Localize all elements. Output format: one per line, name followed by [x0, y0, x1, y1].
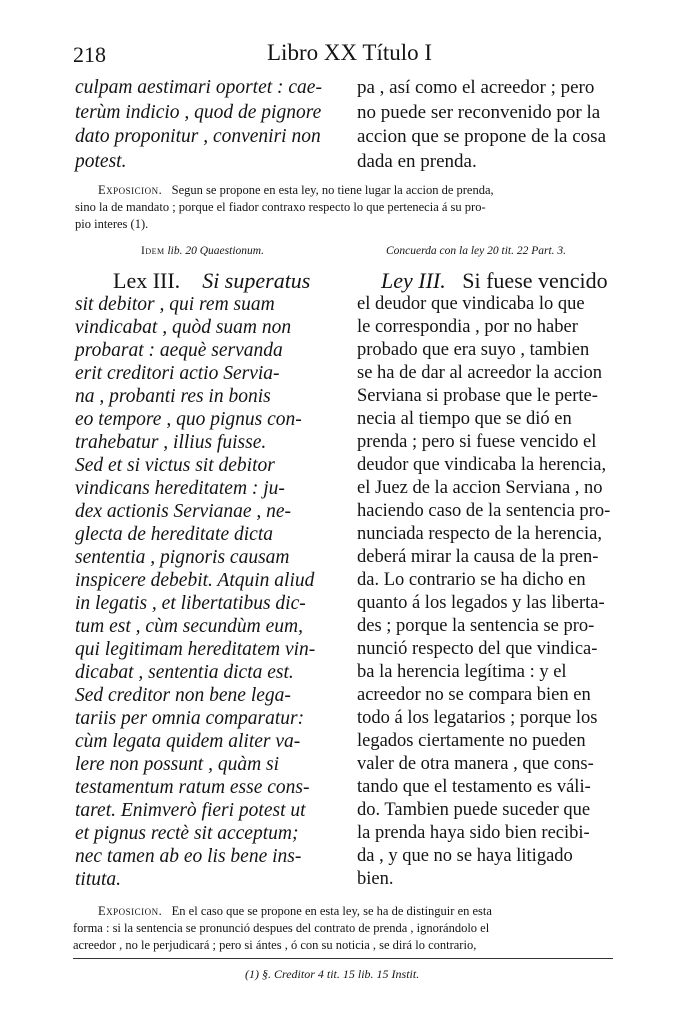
text-line: terùm indicio , quod de pignore	[75, 101, 322, 123]
ley-number: Ley III.	[381, 268, 446, 293]
text-line: vindicans hereditatem : ju-	[75, 478, 285, 499]
concordance-attribution: Concuerda con la ley 20 tit. 22 Part. 3.	[386, 245, 567, 257]
text-line: nec tamen ab eo lis bene ins-	[75, 846, 302, 867]
text-line: da. Lo contrario se ha dicho en	[357, 570, 586, 590]
text-line: prenda ; pero si fuese vencido el	[357, 432, 597, 452]
text-line: nunciada respecto de la herencia,	[357, 524, 602, 544]
exposicion-text: En el caso que se propone en esta ley, se ha de distinguir en esta	[171, 904, 492, 918]
attribution-source: lib. 20 Quaestionum.	[167, 245, 264, 257]
exposicion-line: forma : si la sentencia se pronunció despues del contrato de prenda , ignorándolo el	[73, 921, 490, 935]
text-line: vindicabat , quòd suam non	[75, 317, 292, 338]
text-line: glecta de hereditate dicta	[75, 524, 273, 545]
text-line: eo tempore , quo pignus con-	[75, 409, 302, 430]
text-line: dada en prenda.	[357, 150, 477, 172]
text-line: deberá mirar la causa de la pren-	[357, 547, 599, 567]
text-line: la prenda haya sido bien recibi-	[357, 823, 590, 843]
text-line: tariis per omnia comparatur:	[75, 708, 305, 729]
text-line: no puede ser reconvenido por la	[357, 101, 601, 123]
text-line: accion que se propone de la cosa	[357, 126, 607, 147]
footnote-rule	[73, 958, 613, 959]
exposicion-line	[98, 183, 494, 198]
text-line: necia al tiempo que se dió en	[357, 409, 572, 429]
exposicion-text: Segun se propone en esta ley, no tiene lugar la accion de prenda,	[171, 183, 494, 197]
exposicion-line: sino la de mandato ; porque el fiador contraxo respecto lo que pertenecia á su pro-	[75, 200, 486, 214]
text-line: in legatis , et libertatibus dic-	[75, 593, 306, 614]
text-line: qui legitimam hereditatem vin-	[75, 639, 316, 660]
page-number: 218	[73, 42, 106, 67]
text-line: do. Tambien puede suceder que	[357, 800, 591, 820]
text-line: probarat : aequè servanda	[75, 340, 283, 361]
text-line: acreedor no se compara bien en	[357, 685, 591, 705]
latin-source-attribution	[141, 245, 264, 257]
text-line: quanto á los legados y las liberta-	[357, 593, 605, 613]
text-line: sit debitor , qui rem suam	[75, 294, 275, 315]
text-line: na , probanti res in bonis	[75, 386, 271, 407]
text-line: ba la herencia legítima : y el	[357, 662, 567, 682]
text-line: nunció respecto del que vindica-	[357, 639, 598, 659]
text-line: Sed et si victus sit debitor	[75, 455, 275, 476]
lex-heading	[113, 268, 310, 294]
text-line: taret. Enimverò fieri potest ut	[75, 800, 306, 821]
exposicion-line: acreedor , no le perjudicará ; pero si ántes , ó con su noticia , se dirá lo contrario,	[73, 938, 477, 952]
text-line: dicabat , sententia dicta est.	[75, 662, 294, 683]
text-line: pa , así como el acreedor ; pero	[357, 77, 595, 98]
exposicion-line	[98, 904, 492, 919]
text-line: el deudor que vindicaba lo que	[357, 294, 585, 314]
exposicion-label: Exposicion.	[98, 904, 163, 918]
ley-opening: Si fuese vencido	[462, 268, 608, 293]
text-line: tando que el testamento es váli-	[357, 777, 591, 797]
exposicion-label: Exposicion.	[98, 183, 163, 197]
ley-heading	[381, 268, 608, 294]
text-line: se ha de dar al acreedor la accion	[357, 363, 602, 383]
text-line: el Juez de la accion Serviana , no	[357, 478, 603, 498]
lex-opening: Si superatus	[202, 268, 311, 293]
text-line: des ; porque la sentencia se pro-	[357, 616, 595, 636]
text-line: culpam aestimari oportet : cae-	[75, 77, 322, 98]
text-line: Serviana si probase que le perte-	[357, 386, 598, 406]
text-line: todo á los legatarios ; porque los	[357, 708, 598, 728]
text-line: dex actionis Servianae , ne-	[75, 501, 292, 522]
text-line: bien.	[357, 869, 394, 889]
text-line: Sed creditor non bene lega-	[75, 685, 291, 706]
text-line: dato proponitur , conveniri non	[75, 126, 321, 147]
text-line: trahebatur , illius fuisse.	[75, 432, 267, 453]
text-line: et pignus rectè sit acceptum;	[75, 823, 299, 844]
text-line: probado que era suyo , tambien	[357, 340, 590, 360]
footnote: (1) §. Creditor 4 tit. 15 lib. 15 Instit.	[245, 967, 420, 981]
running-header-title: Libro XX Título I	[267, 40, 433, 65]
text-line: tum est , cùm secundùm eum,	[75, 616, 303, 637]
text-line: le correspondia , por no haber	[357, 317, 578, 337]
text-line: cùm legata quidem aliter va-	[75, 731, 301, 752]
text-line: legados ciertamente no pueden	[357, 731, 586, 751]
text-line: lere non possunt , quàm si	[75, 754, 280, 775]
text-line: sententia , pignoris causam	[75, 547, 290, 568]
text-line: deudor que vindicaba la herencia,	[357, 455, 607, 475]
text-line: erit creditori actio Servia-	[75, 363, 280, 384]
text-line: potest.	[75, 150, 127, 172]
attribution-prefix: Idem	[141, 245, 165, 257]
text-line: inspicere debebit. Atquin aliud	[75, 570, 315, 591]
text-line: tituta.	[75, 869, 122, 890]
text-line: testamentum ratum esse cons-	[75, 777, 310, 798]
text-line: da , y que no se haya litigado	[357, 846, 573, 866]
text-line: valer de otra manera , que cons-	[357, 754, 594, 774]
text-line: haciendo caso de la sentencia pro-	[357, 501, 611, 521]
lex-number: Lex III.	[113, 268, 181, 293]
exposicion-line: pio interes (1).	[75, 217, 149, 231]
